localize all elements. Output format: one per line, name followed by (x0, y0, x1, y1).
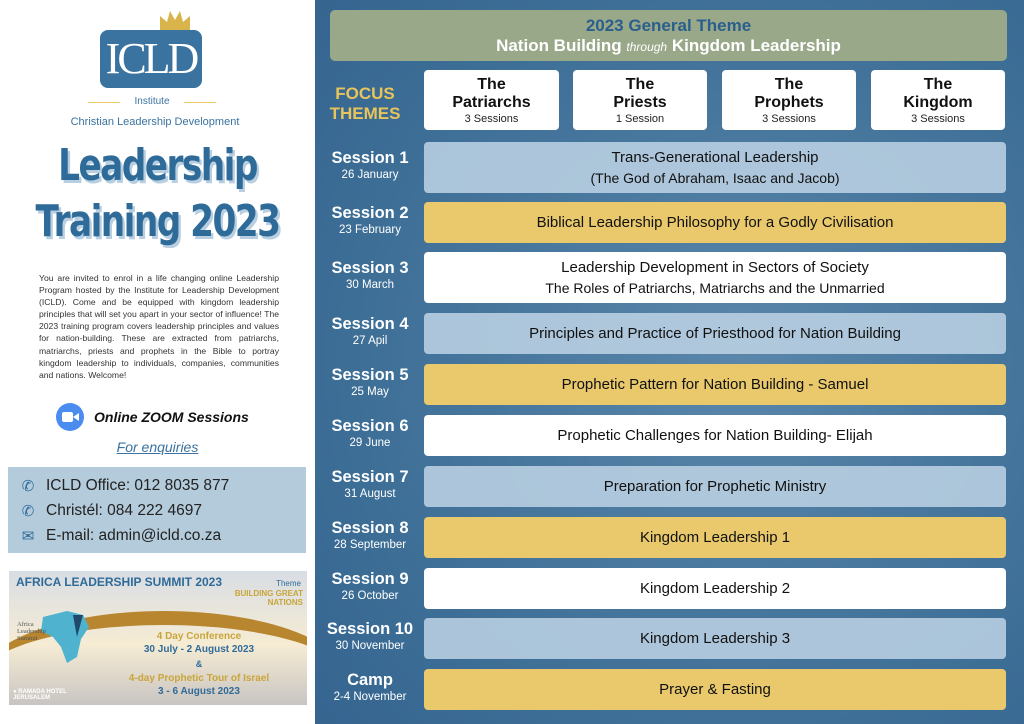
session-topic: Prayer & Fasting (424, 669, 1006, 710)
contact-box (8, 467, 306, 553)
summit-banner (9, 571, 307, 705)
institute-name: Christian Leadership Development (70, 116, 240, 128)
session-label: Camp 2-4 November (333, 670, 407, 703)
session-topic: Biblical Leadership Philosophy for a Godly Civilisation (424, 202, 1006, 243)
session-label: Session 1 26 January (331, 148, 409, 181)
title-line-1: Leadership (58, 140, 257, 191)
summit-tour: 4-day Prophetic Tour of Israel (128, 673, 270, 684)
summit-title: AFRICA LEADERSHIP SUMMIT 2023 (16, 575, 223, 589)
institute-label: Institute (88, 96, 216, 107)
session-label: Session 2 23 February (331, 203, 409, 236)
icld-logo: ICLD (100, 30, 202, 88)
session-topic: Principles and Practice of Priesthood for Nation Building (424, 313, 1006, 354)
session-label: Session 6 29 June (331, 416, 409, 449)
phone-icon: ✆ (21, 477, 35, 495)
session-topic: Prophetic Pattern for Nation Building - Samuel (424, 364, 1006, 405)
session-label: Session 7 31 August (331, 467, 409, 500)
summit-theme: BUILDING GREAT NATIONS (234, 589, 303, 607)
contact-christel: ✆ Christél: 084 222 4697 (21, 501, 202, 520)
session-topic: Kingdom Leadership 3 (424, 618, 1006, 659)
info-panel (0, 0, 315, 724)
session-label: Session 9 26 October (331, 569, 409, 602)
session-topic: Kingdom Leadership 1 (424, 517, 1006, 558)
summit-amp: & (195, 659, 203, 669)
intro-text: You are invited to enrol in a life changing online Leadership Program hosted by the Institute for Leadership Development (ICLD). Come and be equipped with kingdom leadership principles that will set you apart in your sector of influence! The 2023 training program covers leadership principles and values for nation-building. These are extracted from patriarchs, matriarchs, priests and prophets in the Bible to portray kingdom leadership to individuals, companies, communities and nations. Welcome! (39, 273, 279, 380)
session-topic: Trans-Generational Leadership (The God of Abraham, Isaac and Jacob) (424, 142, 1006, 193)
session-topic: Preparation for Prophetic Ministry (424, 466, 1006, 507)
phone-icon: ✆ (21, 502, 35, 520)
general-theme-title: 2023 General Theme (585, 16, 752, 35)
focus-theme-card: The Priests 1 Session (573, 70, 707, 130)
zoom-camera-icon (56, 403, 84, 431)
zoom-label: Online ZOOM Sessions (94, 409, 249, 425)
general-theme-text: Nation Building through Kingdom Leadership (496, 36, 841, 55)
session-topic: Leadership Development in Sectors of Society The Roles of Patriarchs, Matriarchs and the Unmarried (424, 252, 1006, 303)
focus-themes-label: FOCUS THEMES (329, 84, 401, 123)
summit-conference: 4 Day Conference (156, 631, 242, 642)
summit-conference-dates: 30 July - 2 August 2023 (143, 644, 255, 655)
session-topic: Prophetic Challenges for Nation Building- Elijah (424, 415, 1006, 456)
location-pin-icon: ● (13, 689, 19, 695)
schedule-panel (315, 0, 1024, 724)
enquiries-link[interactable]: For enquiries (116, 439, 199, 455)
session-label: Session 8 28 September (331, 518, 409, 551)
general-theme-banner (330, 10, 1007, 61)
summit-tour-dates: 3 - 6 August 2023 (158, 686, 240, 697)
session-label: Session 5 25 May (331, 365, 409, 398)
summit-venue: ● RAMADA HOTEL JERUSALEM (13, 689, 67, 701)
session-label: Session 3 30 March (331, 258, 409, 291)
focus-theme-card: The Prophets 3 Sessions (722, 70, 856, 130)
summit-theme-label: Theme (276, 579, 301, 588)
focus-theme-card: The Kingdom 3 Sessions (871, 70, 1005, 130)
focus-theme-card: The Patriarchs 3 Sessions (424, 70, 559, 130)
session-label: Session 4 27 Apil (331, 314, 409, 347)
summit-logo-text: Africa Leadership Summit (17, 621, 46, 642)
crown-icon (158, 8, 192, 32)
session-label: Session 10 30 November (326, 619, 414, 652)
mail-icon: ✉ (21, 527, 35, 545)
contact-office: ✆ ICLD Office: 012 8035 877 (21, 476, 230, 495)
title-line-2: Training 2023 (35, 196, 280, 247)
contact-email[interactable]: ✉ E-mail: admin@icld.co.za (21, 526, 222, 545)
session-topic: Kingdom Leadership 2 (424, 568, 1006, 609)
zoom-sessions (56, 403, 249, 431)
